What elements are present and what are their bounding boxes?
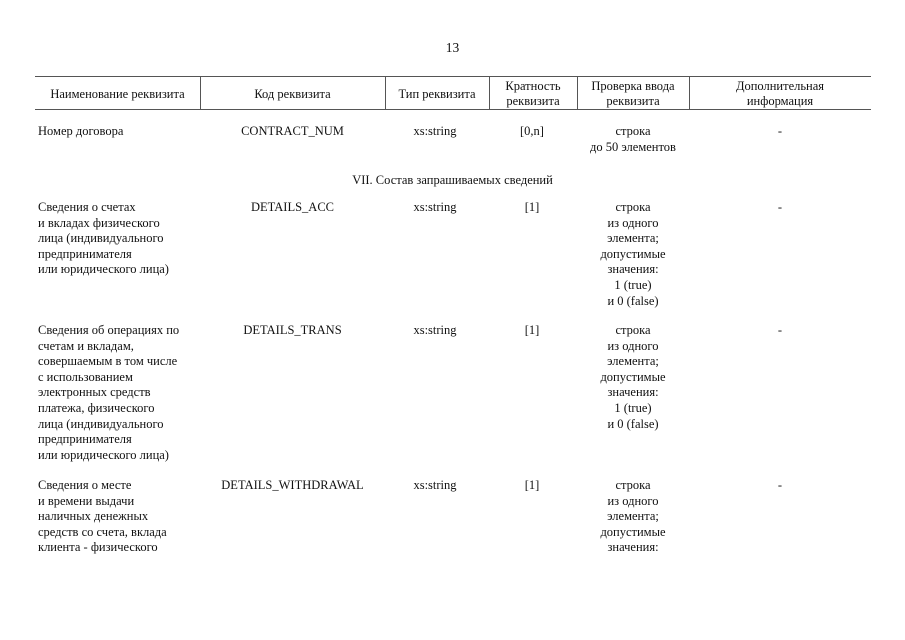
row-details-withdrawal-code: DETAILS_WITHDRAWAL (221, 478, 364, 492)
row-contract-name: Номер договора (38, 124, 124, 138)
row-details-trans-multiplicity: [1] (524, 323, 540, 337)
row-details-acc-code: DETAILS_ACC (250, 200, 335, 214)
row-details-acc-info: - (777, 200, 783, 214)
row-details-withdrawal-multiplicity: [1] (524, 478, 540, 492)
header-code: Код реквизита (254, 86, 331, 101)
row-details-trans-code: DETAILS_TRANS (243, 323, 342, 337)
row-details-acc-type: xs:string (413, 200, 457, 214)
row-details-withdrawal-check: строка из одного элемента; допустимые значения: (600, 478, 666, 555)
row-details-trans-name: Сведения об операциях по счетам и вкладам, совершаемым в том числе с использованием электронных средств платежа, физического лица (индивидуального предпринимателя или юридического лица) (38, 323, 180, 462)
row-contract-check: строка до 50 элементов (590, 124, 676, 154)
row-contract-type: xs:string (413, 124, 457, 138)
row-contract-multiplicity: [0,n] (520, 124, 544, 138)
page-number: 13 (445, 40, 460, 55)
row-details-trans-check: строка из одного элемента; допустимые значения: 1 (true) и 0 (false) (600, 323, 666, 431)
table-header-bottom-border (35, 109, 871, 110)
header-multiplicity: Кратность реквизита (505, 79, 561, 108)
row-details-withdrawal-type: xs:string (413, 478, 457, 492)
row-details-acc-name: Сведения о счетах и вкладах физического лица (индивидуального предпринимателя или юридического лица) (38, 200, 169, 277)
row-contract-info: - (777, 124, 783, 138)
table-top-border (35, 76, 871, 77)
section-title: VII. Состав запрашиваемых сведений (352, 173, 553, 187)
header-name: Наименование реквизита (50, 86, 185, 101)
row-details-withdrawal-name: Сведения о месте и времени выдачи наличных денежных средств со счета, вклада клиента - физического (38, 478, 167, 555)
header-type: Тип реквизита (398, 86, 476, 101)
row-details-acc-multiplicity: [1] (524, 200, 540, 214)
header-additional-info: Дополнительная информация (735, 79, 825, 108)
row-details-withdrawal-info: - (777, 478, 783, 492)
row-details-trans-type: xs:string (413, 323, 457, 337)
row-details-acc-check: строка из одного элемента; допустимые значения: 1 (true) и 0 (false) (600, 200, 666, 308)
header-input-check: Проверка ввода реквизита (591, 79, 675, 108)
row-details-trans-info: - (777, 323, 783, 337)
row-contract-code: CONTRACT_NUM (241, 124, 344, 138)
